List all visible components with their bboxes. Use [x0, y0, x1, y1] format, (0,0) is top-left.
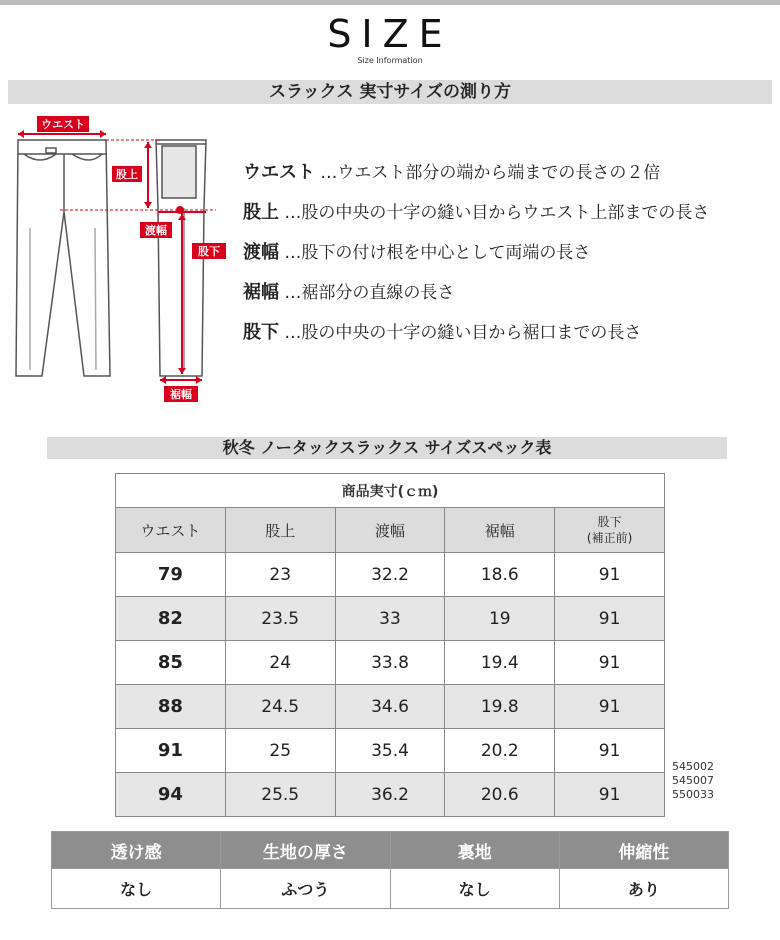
label-hem: 裾幅: [170, 388, 192, 401]
page-title: SIZE: [327, 12, 453, 56]
definition-hem: 裾幅 …裾部分の直線の長さ: [243, 282, 455, 303]
col-waist: ウエスト: [116, 508, 226, 553]
feature-thickness-value: ふつう: [221, 869, 390, 909]
col-inseam: 股下 (補正前): [555, 508, 665, 553]
measure-heading: スラックス 実寸サイズの測り方: [8, 80, 772, 104]
waist-measure: [18, 116, 106, 138]
product-codes: 545002 545007 550033: [672, 760, 714, 801]
hem-measure: [160, 376, 202, 402]
slacks-diagram: [0, 108, 240, 408]
definition-rise: 股上 …股の中央の十字の縫い目からウエスト上部までの長さ: [243, 202, 710, 223]
feature-sheerness-header: 透け感: [52, 832, 221, 869]
feature-stretch-header: 伸縮性: [559, 832, 728, 869]
label-waist: ウエスト: [41, 118, 85, 131]
label-rise: 股上: [116, 168, 138, 181]
definition-thigh: 渡幅 …股下の付け根を中心として両端の長さ: [243, 242, 591, 263]
feature-header-row: [52, 832, 729, 869]
table-row: 82 23.5 33 19 91: [116, 597, 665, 641]
feature-sheerness-value: なし: [52, 869, 221, 909]
label-thigh: 渡幅: [145, 224, 167, 237]
feature-thickness-header: 生地の厚さ: [221, 832, 390, 869]
feature-table: [51, 831, 729, 909]
table-row: 88 24.5 34.6 19.8 91: [116, 685, 665, 729]
table-row: 85 24 33.8 19.4 91: [116, 641, 665, 685]
feature-stretch-value: あり: [559, 869, 728, 909]
feature-value-row: [52, 869, 729, 909]
col-rise: 股上: [225, 508, 335, 553]
definition-waist: ウエスト …ウエスト部分の端から端までの長さの２倍: [243, 162, 661, 183]
col-thigh: 渡幅: [335, 508, 445, 553]
measurement-definitions: [243, 158, 778, 358]
definition-inseam: 股下 …股の中央の十字の縫い目から裾口までの長さ: [243, 322, 642, 343]
front-view-pants: [16, 140, 110, 376]
top-divider: [0, 0, 780, 5]
table-row: 94 25.5 36.2 20.6 91: [116, 773, 665, 817]
spec-caption: 商品実寸(ｃｍ): [116, 474, 665, 508]
table-row: 79 23 32.2 18.6 91: [116, 553, 665, 597]
spec-header-row: [116, 508, 665, 553]
table-row: 91 25 35.4 20.2 91: [116, 729, 665, 773]
feature-lining-value: なし: [390, 869, 559, 909]
page-subtitle: Size Information: [357, 56, 423, 65]
feature-lining-header: 裏地: [390, 832, 559, 869]
col-hem: 裾幅: [445, 508, 555, 553]
label-inseam: 股下: [198, 245, 220, 258]
spec-heading: 秋冬 ノータックスラックス サイズスペック表: [47, 437, 727, 459]
size-spec-table: [115, 473, 665, 817]
rise-measure: [112, 142, 152, 208]
